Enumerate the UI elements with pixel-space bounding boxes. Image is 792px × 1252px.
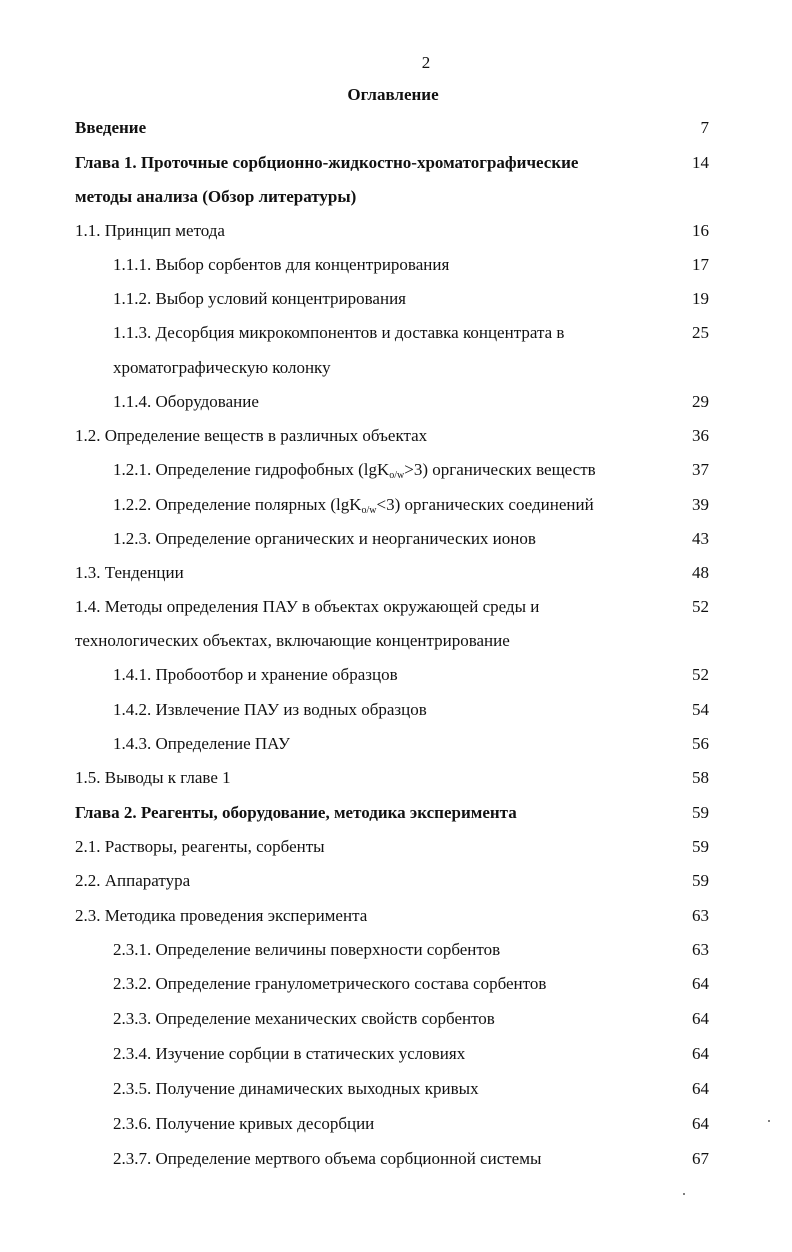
toc-entry-title: 2.3.7. Определение мертвого объема сорбционной системы (113, 1149, 542, 1168)
toc-entry (113, 733, 715, 755)
toc-entry-title: 2.2. Аппаратура (75, 871, 191, 890)
toc-entry-title: 1.1.3. Десорбция микрокомпонентов и доставка концентрата в (113, 323, 565, 342)
subscript: o/w (361, 505, 377, 516)
toc-entry-page: 36 (692, 426, 709, 445)
toc-entry-page: 63 (692, 940, 709, 959)
toc-entry-title: 1.4. Методы определения ПАУ в объектах окружающей среды и (75, 597, 540, 616)
toc-entry-title: 1.5. Выводы к главе 1 (75, 768, 231, 787)
toc-entry-title: 1.4.2. Извлечение ПАУ из водных образцов (113, 700, 427, 719)
page-number: 2 (421, 53, 431, 72)
toc-entry-page: 19 (692, 289, 709, 308)
toc-entry (113, 1008, 715, 1030)
toc-entry (113, 1043, 715, 1065)
toc-entry-page: 39 (692, 495, 709, 514)
toc-entry-title: 2.3.6. Получение кривых десорбции (113, 1114, 375, 1133)
toc-entry (113, 1113, 715, 1135)
toc-entry-title: Глава 2. Реагенты, оборудование, методика эксперимента (75, 803, 517, 822)
toc-entry-page: 7 (700, 118, 709, 137)
toc-entry (75, 905, 715, 927)
scan-speck (768, 1120, 770, 1122)
toc-entry-title: 2.3.5. Получение динамических выходных кривых (113, 1079, 479, 1098)
toc-entry (75, 836, 715, 858)
toc-entry-title: 1.1.4. Оборудование (113, 392, 259, 411)
toc-entry-page: 64 (692, 1114, 709, 1133)
toc-entry-title-part: 1.2.2. Определение полярных (lgK (113, 495, 362, 514)
toc-entry (75, 425, 715, 447)
toc-entry-page: 43 (692, 529, 709, 548)
toc-entry-title: 1.3. Тенденции (75, 563, 184, 582)
toc-entry (113, 459, 715, 481)
toc-entry (113, 528, 715, 550)
toc-entry (113, 391, 715, 413)
toc-entry-title: Глава 1. Проточные сорбционно-жидкостно-хроматографические (75, 153, 579, 172)
toc-entry-page: 64 (692, 1009, 709, 1028)
toc-entry-title: 1.4.3. Определение ПАУ (113, 734, 291, 753)
toc-entry-page: 17 (692, 255, 709, 274)
toc-entry-title: 1.1.1. Выбор сорбентов для концентрирования (113, 255, 450, 274)
toc-entry (75, 562, 715, 584)
toc-entry-page: 59 (692, 871, 709, 890)
toc-entry (75, 117, 715, 139)
toc-entry-page: 54 (692, 700, 709, 719)
toc-entry-page: 16 (692, 221, 709, 240)
toc-entry (113, 973, 715, 995)
toc-entry-title: 2.1. Растворы, реагенты, сорбенты (75, 837, 325, 856)
toc-entry (75, 767, 715, 789)
toc-entry-title: 1.1.2. Выбор условий концентрирования (113, 289, 406, 308)
toc-entry-page: 64 (692, 1044, 709, 1063)
toc-entry-page: 37 (692, 460, 709, 479)
toc-entry (113, 1148, 715, 1170)
toc-entry (113, 288, 715, 310)
toc-entry (75, 596, 715, 618)
toc-entry-page: 58 (692, 768, 709, 787)
toc-entry-title: 2.3.3. Определение механических свойств сорбентов (113, 1009, 495, 1028)
toc-entry (75, 220, 715, 242)
toc-entry-title-part: <3) органических соединений (376, 495, 594, 514)
toc-entry (75, 186, 715, 208)
toc-entry-title-part: >3) органических веществ (404, 460, 596, 479)
toc-entry-page: 64 (692, 1079, 709, 1098)
scan-speck (683, 1193, 685, 1195)
toc-entry-page: 56 (692, 734, 709, 753)
toc-entry (113, 494, 715, 516)
toc-entry-title: Введение (75, 118, 147, 137)
toc-entry-page: 48 (692, 563, 709, 582)
toc-entry-title: 2.3.2. Определение гранулометрического состава сорбентов (113, 974, 547, 993)
toc-entry-page: 67 (692, 1149, 709, 1168)
toc-entry-page: 52 (692, 597, 709, 616)
toc-entry (113, 322, 715, 344)
toc-entry-title: 1.2.3. Определение органических и неорганических ионов (113, 529, 536, 548)
toc-entry-page: 59 (692, 803, 709, 822)
toc-entry-title (113, 494, 594, 516)
toc-entry-title (113, 459, 596, 481)
toc-entry (75, 152, 715, 174)
toc-entry-title: 1.1. Принцип метода (75, 221, 225, 240)
toc-entry-title: 2.3. Методика проведения эксперимента (75, 906, 368, 925)
toc-entry (113, 664, 715, 686)
toc-entry-title: хроматографическую колонку (113, 358, 331, 377)
toc-entry-page: 14 (692, 153, 709, 172)
page-title: Оглавление (347, 85, 439, 104)
toc-entry-title-part: 1.2.1. Определение гидрофобных (lgK (113, 460, 390, 479)
toc-entry (113, 939, 715, 961)
toc-entry (75, 802, 715, 824)
subscript: o/w (389, 470, 405, 481)
toc-entry-title: 1.2. Определение веществ в различных объектах (75, 426, 428, 445)
toc-entry (113, 1078, 715, 1100)
toc-entry-page: 64 (692, 974, 709, 993)
toc-entry (113, 254, 715, 276)
toc-entry-title: технологических объектах, включающие концентрирование (75, 631, 510, 650)
toc-entry (113, 699, 715, 721)
toc-entry (113, 357, 715, 379)
toc-entry-page: 25 (692, 323, 709, 342)
toc-entry-title: 2.3.1. Определение величины поверхности сорбентов (113, 940, 501, 959)
toc-entry-page: 63 (692, 906, 709, 925)
toc-entry-page: 52 (692, 665, 709, 684)
toc-entry-title: 1.4.1. Пробоотбор и хранение образцов (113, 665, 398, 684)
toc-entry-page: 29 (692, 392, 709, 411)
toc-entry-title: методы анализа (Обзор литературы) (75, 187, 357, 206)
toc-entry (75, 870, 715, 892)
toc-entry-page: 59 (692, 837, 709, 856)
toc-entry-title: 2.3.4. Изучение сорбции в статических условиях (113, 1044, 466, 1063)
toc-entry (75, 630, 715, 652)
